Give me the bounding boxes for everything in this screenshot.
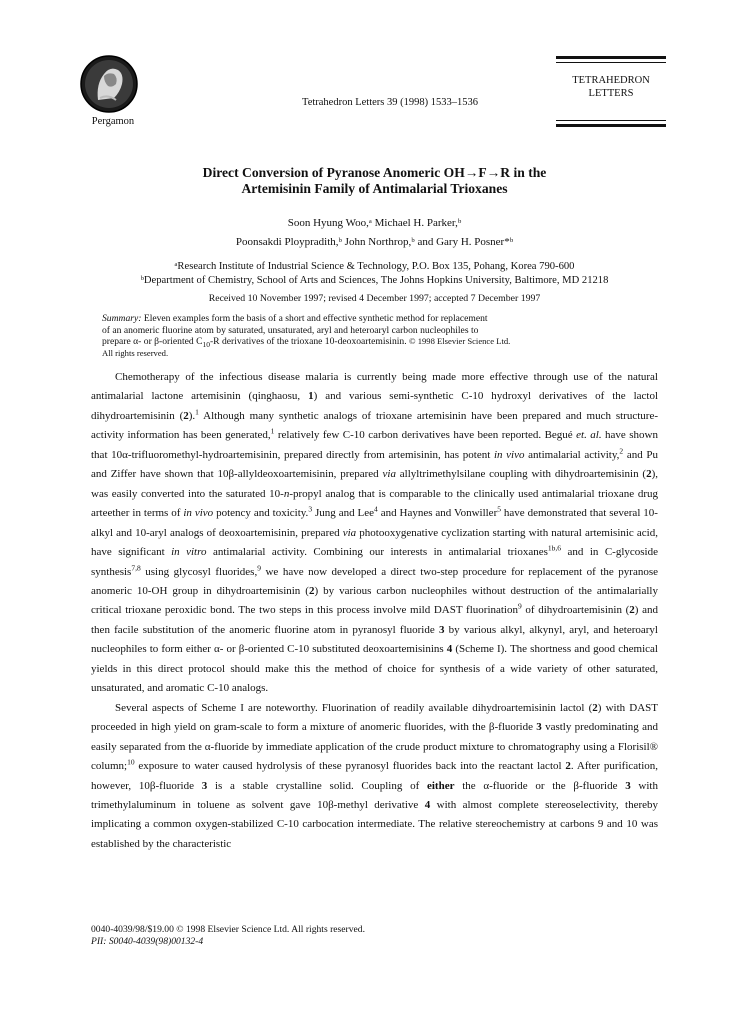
footer-issn: 0040-4039/98/$19.00 © 1998 Elsevier Science Ltd. All rights reserved. (91, 924, 365, 935)
affiliation-b: ᵇDepartment of Chemistry, School of Arts and Sciences, The Johns Hopkins University, Baltimore, MD 21218 (140, 275, 609, 286)
summary-label: Summary: (102, 313, 142, 324)
journal-name-line2: LETTERS (588, 88, 634, 99)
footer-pii: PII: S0040-4039(98)00132-4 (91, 936, 204, 947)
summary-rights: All rights reserved. (102, 347, 169, 358)
author-line2: Poonsakdi Ploypradith,ᵇ John Northrop,ᵇ and Gary H. Posner*ᵇ (235, 236, 514, 248)
summary-copyright: © 1998 Elsevier Science Ltd. (409, 336, 511, 347)
summary-subscript: 10 (202, 340, 210, 350)
header-rule-top-thin (556, 62, 666, 63)
article-title-line2: Artemisinin Family of Antimalarial Trioxanes (241, 181, 508, 196)
summary-abstract (102, 313, 657, 359)
article-title-line1: Direct Conversion of Pyranose Anomeric OH→F→R in the (202, 165, 547, 180)
affiliations (88, 260, 661, 288)
affiliation-a: ᵃResearch Institute of Industrial Science & Technology, P.O. Box 135, Pohang, Korea 790-600 (174, 261, 575, 272)
header-rule-bottom-thin (556, 120, 666, 121)
header-rule-bottom-thick (556, 124, 666, 127)
article-body (91, 368, 658, 854)
body-paragraph-2: Several aspects of Scheme I are noteworthy. Fluorination of readily available dihydroartemisinin lactol (2) with DAST proceeded in high yield on gram-scale to form a mixture of anomeric fluorides, with the β-fluoride 3 vastly predominating and easily separated from the α-fluoride by immediate application of the crude product mixture to chromatography using a Florisil® column;$^{10}$ exposure to water caused hydrolysis of these pyranosyl fluorides back into the reactant lactol 2. After purification, however, 10β-fluoride 3 is a stable crystalline solid. Coupling of either the α-fluoride or the β-fluoride 3 with trimethylaluminum in toluene as solvent gave 10β-methyl derivative 4 with almost complete stereoselectivity, thereby implicating a common oxygen-stabilized C-10 carbocation intermediate. The relative stereochemistry at carbons 9 and 10 was established by the characteristic (91, 701, 659, 850)
summary-text-line3: prepare α- or β-oriented C (102, 336, 203, 348)
author-line1: Soon Hyung Woo,ᵃ Michael H. Parker,ᵇ (287, 217, 462, 229)
summary-text-line3-end: -R derivatives of the trioxane 10-deoxoartemisinin. (209, 336, 407, 348)
publisher-name: Pergamon (91, 116, 135, 127)
page-footer (91, 924, 491, 948)
body-paragraph-1: Chemotherapy of the infectious disease malaria is currently being made more effective through use of the natural antimalarial lactone artemisinin (qinghaosu, 1) and various semi-synthetic C-10 hydroxyl derivatives of the lactol dihydroartemisinin (2).$^1$ Although many synthetic analogs of trioxane artemisinin have been prepared and much structure-activity information has been generated,$^1$ relatively few C-10 carbon derivatives have been reported. Begué et. al. have shown that 10α-trifluoromethyl-hydroartemisinin, prepared directly from artemisinin, has potent in vivo antimalarial activity,$^2$ and Pu and Ziffer have shown that 10β-allyldeoxoartemisinin, prepared via allyltrimethylsilane coupling with dihydroartemisinin (2), was easily converted into the saturated 10-n-propyl analog that is comparable to the clinically used antimalarial trioxane drug arteether in terms of in vivo potency and toxicity.$^3$ Jung and Lee$^4$ and Haynes and Vonwiller$^5$ have demonstrated that several 10-alkyl and 10-aryl analogs of deoxoartemisinin, prepared via photooxygenative cyclization starting with natural artemisinic acid, have significant in vitro antimalarial activity. Combining our interests in antimalarial trioxanes$^{1b,6}$ and in C-glycoside synthesis$^{7,8}$ using glycosyl fluorides,$^9$ we have now developed a direct two-step procedure for replacement of the pyranose anomeric 10-OH group in dihydroartemisinin (2) by various carbon nucleophiles without destruction of the antimalarially critical trioxane peroxidic bond. The two steps in this process involve mild DAST fluorination$^9$ of dihydroartemisinin (2) and then facile substitution of the anomeric fluorine atom in pyranosyl fluoride 3 by various alkyl, alkynyl, aryl, and heteroaryl nucleophiles to form either α- or β-oriented C-10 substituted deoxoartemisinins 4 (Scheme I). The shortness and good chemical yields in this direct protocol should make this the method of choice for synthesis of a wide variety of other saturated, unsaturated, and aromatic C-10 analogs. (91, 371, 659, 695)
summary-text-line2: of an anomeric fluorine atom by saturated, unsaturated, aryl and heteroaryl carbon nucleophiles to (102, 324, 479, 336)
elsevier-tree-logo-icon (78, 54, 140, 114)
author-list (100, 214, 649, 252)
summary-text-line1: Eleven examples form the basis of a short and effective synthetic method for replacement (143, 313, 488, 324)
received-dates: Received 10 November 1997; revised 4 December 1997; accepted 7 December 1997 (208, 293, 541, 304)
journal-name-line1: TETRAHEDRON (572, 75, 650, 86)
header-rule-top-thick (556, 56, 666, 59)
article-title (100, 165, 649, 197)
journal-citation: Tetrahedron Letters 39 (1998) 1533–1536 (302, 97, 478, 108)
journal-name (556, 74, 666, 100)
